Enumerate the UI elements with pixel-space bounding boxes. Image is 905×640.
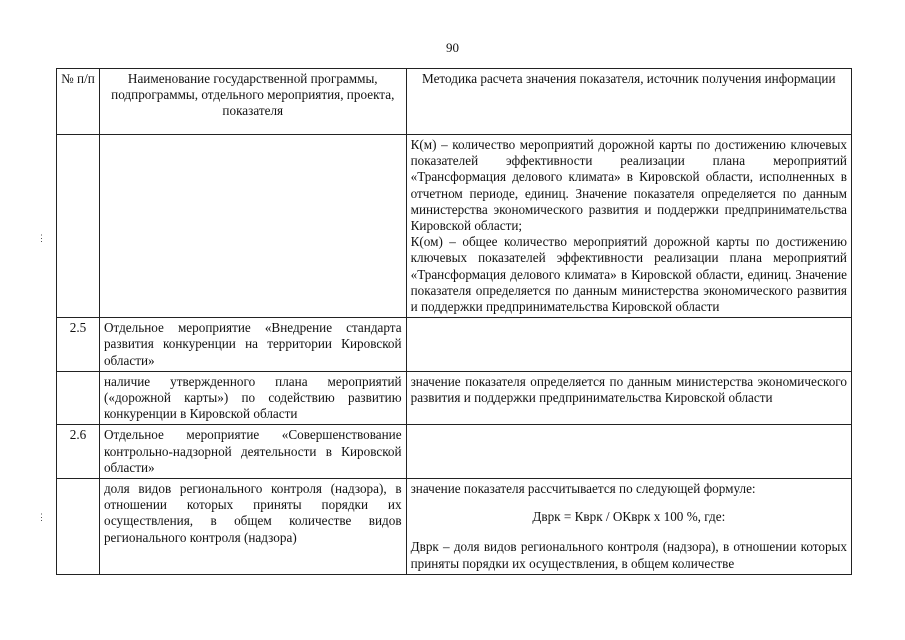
table-row bbox=[57, 479, 852, 575]
table-header-row bbox=[57, 69, 852, 135]
row-name: наличие утвержденного плана мероприятий («дорожной карты») по содействию развитию конкуренции в Кировской области bbox=[99, 371, 406, 425]
row-method bbox=[406, 425, 851, 479]
method-text: значение показателя рассчитывается по следующей формуле: bbox=[410, 481, 756, 497]
row-method bbox=[406, 135, 851, 318]
header-number: № п/п bbox=[57, 69, 100, 135]
row-method: значение показателя определяется по данным министерства экономического развития и поддержки предпринимательства Кировской области bbox=[406, 371, 851, 425]
row-number bbox=[57, 479, 100, 575]
method-text-continued: Дврк – доля видов регионального контроля (надзора), в отношении которых приняты порядки их осуществления, в общем количестве bbox=[410, 539, 847, 571]
table-row bbox=[57, 135, 852, 318]
table-row bbox=[57, 318, 852, 372]
row-number: 2.5 bbox=[57, 318, 100, 372]
row-number: 2.6 bbox=[57, 425, 100, 479]
row-name bbox=[99, 135, 406, 318]
row-number bbox=[57, 371, 100, 425]
row-method bbox=[406, 318, 851, 372]
table-row bbox=[57, 425, 852, 479]
header-method: Методика расчета значения показателя, источник получения информации bbox=[406, 69, 851, 135]
row-method bbox=[406, 479, 851, 575]
row-name: Отдельное мероприятие «Совершенствование контрольно-надзорной деятельности в Кировской области» bbox=[99, 425, 406, 479]
row-name: Отдельное мероприятие «Внедрение стандарта развития конкуренции на территории Кировской области» bbox=[99, 318, 406, 372]
row-number bbox=[57, 135, 100, 318]
formula: Дврк = Кврк / ОКврк x 100 %, где: bbox=[532, 509, 726, 525]
margin-mark: ⋮ bbox=[37, 233, 46, 243]
program-table bbox=[56, 68, 852, 575]
method-text: К(м) – количество мероприятий дорожной карты по достижению ключевых показателей эффективности реализации плана мероприятий «Трансформация делового климата» в Кировской области, исполненных в отчетном периоде, единиц. Значение показателя определяется по данным министерства экономического развития и поддержки предпринимательства Кировской области; bbox=[410, 137, 847, 234]
header-name: Наименование государственной программы, подпрограммы, отдельного мероприятия, проекта, показателя bbox=[99, 69, 406, 135]
row-name: доля видов регионального контроля (надзора), в отношении которых приняты порядки их осуществления, в общем количестве видов регионального контроля (надзора) bbox=[99, 479, 406, 575]
method-text-continued: К(ом) – общее количество мероприятий дорожной карты по достижению ключевых показателей эффективности реализации плана мероприятий «Трансформация делового климата» в Кировской области, единиц. Значение показателя определяется по данным министерства экономического развития и поддержки предпринимательства Кировской области bbox=[410, 234, 847, 315]
page-number: 90 bbox=[446, 40, 459, 55]
margin-mark: ⋮ bbox=[37, 512, 46, 522]
table-row bbox=[57, 371, 852, 425]
